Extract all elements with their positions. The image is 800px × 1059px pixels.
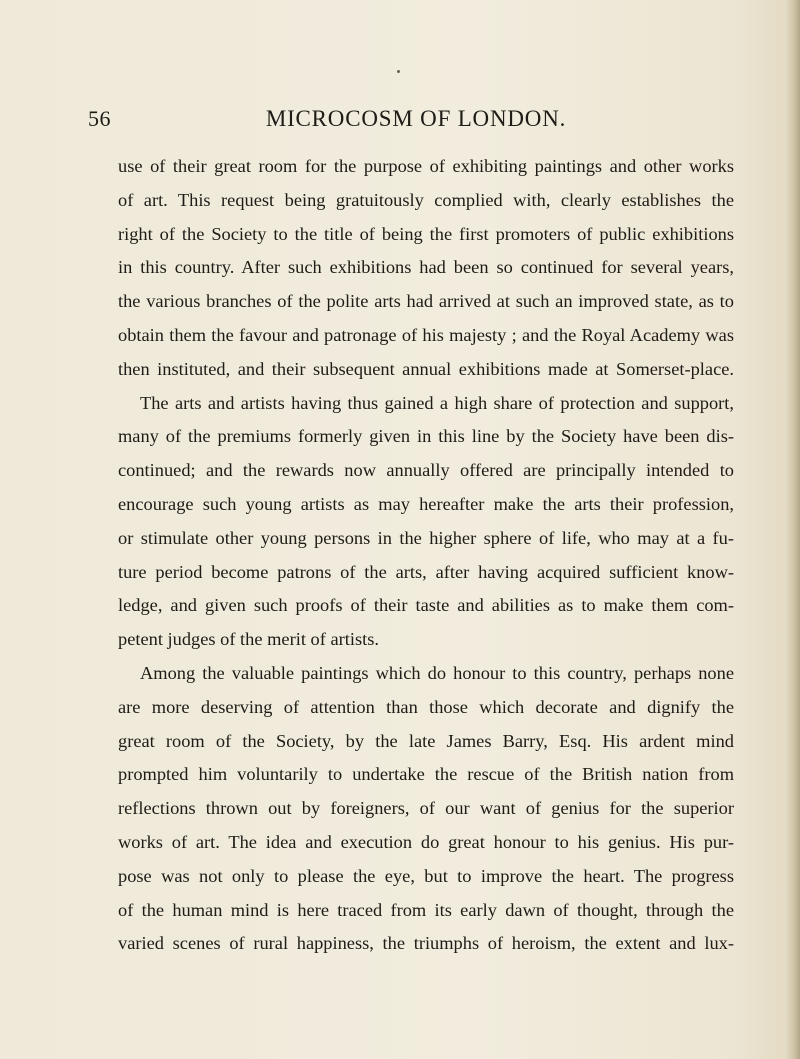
text-line: the various branches of the polite arts had arrived at such an improved state, as to [118, 291, 734, 312]
text-line: ledge, and given such proofs of their taste and abilities as to make them com- [118, 595, 734, 616]
text-line: prompted him voluntarily to undertake the rescue of the British nation from [118, 764, 734, 785]
paragraph-1 [118, 150, 734, 387]
body-text [118, 150, 734, 961]
text-line: then instituted, and their subsequent annual exhibitions made at Somerset-place. [118, 358, 734, 379]
text-line: The arts and artists having thus gained a high share of protection and support, [140, 392, 734, 413]
text-line: use of their great room for the purpose of exhibiting paintings and other works [118, 156, 734, 176]
running-head: MICROCOSM OF LONDON. [265, 106, 567, 131]
text-line: pose was not only to please the eye, but to improve the heart. The progress [118, 865, 734, 886]
page-number: 56 [88, 106, 111, 131]
page-header [88, 106, 728, 140]
paragraph-2 [118, 387, 734, 657]
page-edge-shadow [786, 0, 800, 1059]
text-line: Among the valuable paintings which do honour to this country, perhaps none [140, 662, 734, 683]
ink-speck [397, 70, 400, 73]
paragraph-3 [118, 657, 734, 961]
text-line: obtain them the favour and patronage of his majesty ; and the Royal Academy was [118, 324, 734, 345]
text-line: petent judges of the merit of artists. [118, 629, 379, 650]
text-line: works of art. The idea and execution do great honour to his genius. His pur- [118, 831, 734, 852]
text-line: of the human mind is here traced from its early dawn of thought, through the [118, 899, 734, 920]
text-line: or stimulate other young persons in the higher sphere of life, who may at a fu- [118, 527, 734, 548]
text-line: great room of the Society, by the late James Barry, Esq. His ardent mind [118, 730, 734, 751]
text-line: many of the premiums formerly given in this line by the Society have been dis- [118, 426, 734, 447]
text-line: right of the Society to the title of being the first promoters of public exhibitions [118, 223, 734, 244]
text-line: varied scenes of rural happiness, the triumphs of heroism, the extent and lux- [118, 933, 734, 954]
text-line: ture period become patrons of the arts, after having acquired sufficient know- [118, 561, 734, 582]
text-line: in this country. After such exhibitions had been so continued for several years, [118, 257, 734, 278]
text-line: encourage such young artists as may hereafter make the arts their profession, [118, 493, 734, 514]
text-line: continued; and the rewards now annually offered are principally intended to [118, 460, 734, 481]
text-line: of art. This request being gratuitously complied with, clearly establishes the [118, 189, 734, 210]
text-line: reflections thrown out by foreigners, of our want of genius for the superior [118, 798, 734, 819]
text-line: are more deserving of attention than those which decorate and dignify the [118, 696, 734, 717]
